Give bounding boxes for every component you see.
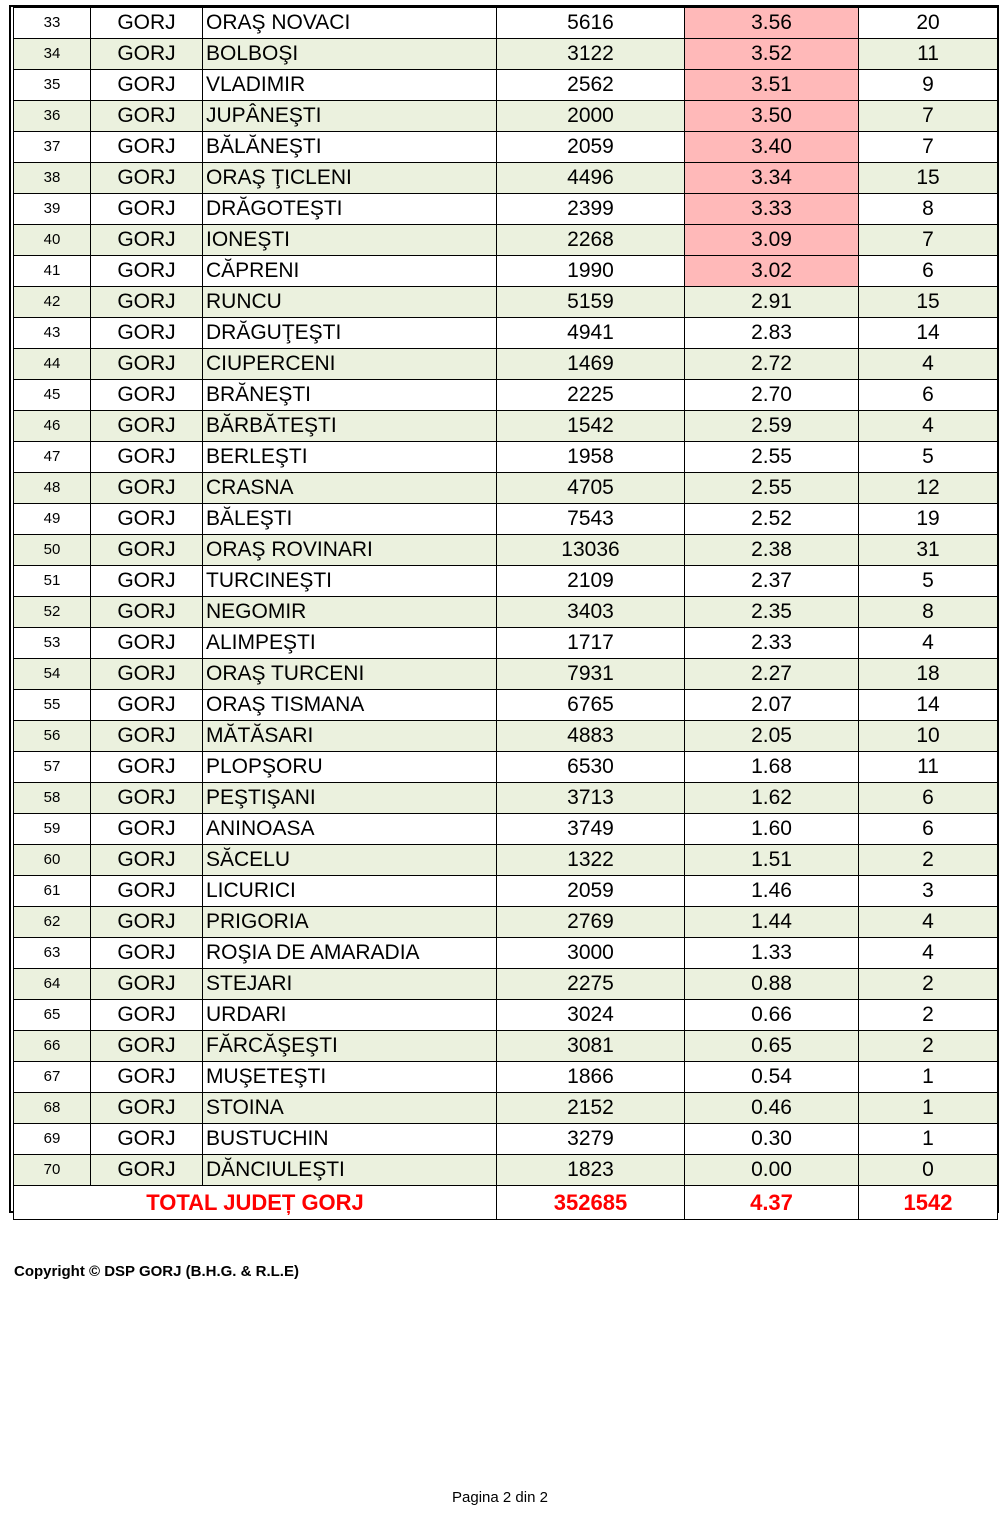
county-cell: GORJ bbox=[91, 1124, 203, 1155]
table-row bbox=[14, 349, 998, 380]
rate-cell: 0.30 bbox=[685, 1124, 859, 1155]
cases-cell: 0 bbox=[859, 1155, 998, 1186]
cases-cell: 7 bbox=[859, 101, 998, 132]
row-number: 41 bbox=[14, 256, 91, 287]
table-row bbox=[14, 659, 998, 690]
row-number: 37 bbox=[14, 132, 91, 163]
row-number: 62 bbox=[14, 907, 91, 938]
population-cell: 2268 bbox=[497, 225, 685, 256]
table-row bbox=[14, 411, 998, 442]
table-row bbox=[14, 194, 998, 225]
locality-cell: BĂLEŞTI bbox=[203, 504, 497, 535]
table-row bbox=[14, 442, 998, 473]
row-number: 64 bbox=[14, 969, 91, 1000]
population-cell: 4496 bbox=[497, 163, 685, 194]
rate-cell: 3.51 bbox=[685, 70, 859, 101]
rate-cell: 2.55 bbox=[685, 442, 859, 473]
table-row bbox=[14, 473, 998, 504]
rate-cell: 1.46 bbox=[685, 876, 859, 907]
population-cell: 3000 bbox=[497, 938, 685, 969]
cases-cell: 4 bbox=[859, 938, 998, 969]
row-number: 56 bbox=[14, 721, 91, 752]
cases-cell: 15 bbox=[859, 287, 998, 318]
county-cell: GORJ bbox=[91, 907, 203, 938]
locality-cell: CIUPERCENI bbox=[203, 349, 497, 380]
rate-cell: 3.52 bbox=[685, 39, 859, 70]
table-row bbox=[14, 752, 998, 783]
population-cell: 1717 bbox=[497, 628, 685, 659]
population-cell: 2399 bbox=[497, 194, 685, 225]
table-row bbox=[14, 907, 998, 938]
population-cell: 1866 bbox=[497, 1062, 685, 1093]
rate-cell: 0.66 bbox=[685, 1000, 859, 1031]
table-row bbox=[14, 845, 998, 876]
table-body bbox=[14, 8, 998, 1220]
rate-cell: 2.72 bbox=[685, 349, 859, 380]
locality-cell: FĂRCĂŞEŞTI bbox=[203, 1031, 497, 1062]
cases-cell: 3 bbox=[859, 876, 998, 907]
cases-cell: 11 bbox=[859, 39, 998, 70]
county-cell: GORJ bbox=[91, 349, 203, 380]
row-number: 39 bbox=[14, 194, 91, 225]
rate-cell: 3.09 bbox=[685, 225, 859, 256]
cases-cell: 1 bbox=[859, 1124, 998, 1155]
population-cell: 3749 bbox=[497, 814, 685, 845]
population-cell: 7543 bbox=[497, 504, 685, 535]
row-number: 67 bbox=[14, 1062, 91, 1093]
county-cell: GORJ bbox=[91, 1062, 203, 1093]
table-row bbox=[14, 1031, 998, 1062]
table-row bbox=[14, 876, 998, 907]
population-cell: 4941 bbox=[497, 318, 685, 349]
rate-cell: 1.44 bbox=[685, 907, 859, 938]
population-cell: 7931 bbox=[497, 659, 685, 690]
rate-cell: 2.52 bbox=[685, 504, 859, 535]
rate-cell: 1.68 bbox=[685, 752, 859, 783]
table-row bbox=[14, 8, 998, 39]
locality-cell: ORAŞ TURCENI bbox=[203, 659, 497, 690]
total-label: TOTAL JUDEȚ GORJ bbox=[14, 1186, 497, 1220]
population-cell: 2000 bbox=[497, 101, 685, 132]
county-cell: GORJ bbox=[91, 380, 203, 411]
rate-cell: 0.54 bbox=[685, 1062, 859, 1093]
locality-cell: NEGOMIR bbox=[203, 597, 497, 628]
row-number: 36 bbox=[14, 101, 91, 132]
population-cell: 2562 bbox=[497, 70, 685, 101]
locality-cell: RUNCU bbox=[203, 287, 497, 318]
population-cell: 5159 bbox=[497, 287, 685, 318]
locality-cell: PEŞTIŞANI bbox=[203, 783, 497, 814]
locality-cell: JUPÂNEŞTI bbox=[203, 101, 497, 132]
county-cell: GORJ bbox=[91, 318, 203, 349]
rate-cell: 3.50 bbox=[685, 101, 859, 132]
row-number: 47 bbox=[14, 442, 91, 473]
cases-cell: 4 bbox=[859, 907, 998, 938]
rate-cell: 3.02 bbox=[685, 256, 859, 287]
rate-cell: 2.59 bbox=[685, 411, 859, 442]
rate-cell: 2.37 bbox=[685, 566, 859, 597]
locality-cell: ORAŞ ROVINARI bbox=[203, 535, 497, 566]
table-row bbox=[14, 535, 998, 566]
locality-cell: BĂRBĂTEŞTI bbox=[203, 411, 497, 442]
locality-cell: VLADIMIR bbox=[203, 70, 497, 101]
cases-cell: 10 bbox=[859, 721, 998, 752]
population-cell: 4883 bbox=[497, 721, 685, 752]
county-cell: GORJ bbox=[91, 39, 203, 70]
rate-cell: 1.62 bbox=[685, 783, 859, 814]
county-cell: GORJ bbox=[91, 504, 203, 535]
total-row bbox=[14, 1186, 998, 1220]
row-number: 61 bbox=[14, 876, 91, 907]
county-cell: GORJ bbox=[91, 225, 203, 256]
cases-cell: 20 bbox=[859, 8, 998, 39]
rate-cell: 2.33 bbox=[685, 628, 859, 659]
table-row bbox=[14, 1000, 998, 1031]
rate-cell: 2.91 bbox=[685, 287, 859, 318]
rate-cell: 3.34 bbox=[685, 163, 859, 194]
county-cell: GORJ bbox=[91, 473, 203, 504]
county-cell: GORJ bbox=[91, 969, 203, 1000]
population-cell: 1322 bbox=[497, 845, 685, 876]
county-cell: GORJ bbox=[91, 132, 203, 163]
population-cell: 2769 bbox=[497, 907, 685, 938]
cases-cell: 6 bbox=[859, 256, 998, 287]
cases-cell: 6 bbox=[859, 380, 998, 411]
row-number: 55 bbox=[14, 690, 91, 721]
locality-cell: TURCINEŞTI bbox=[203, 566, 497, 597]
table-row bbox=[14, 318, 998, 349]
row-number: 48 bbox=[14, 473, 91, 504]
population-cell: 1990 bbox=[497, 256, 685, 287]
rate-cell: 3.33 bbox=[685, 194, 859, 225]
population-cell: 3403 bbox=[497, 597, 685, 628]
table-row bbox=[14, 132, 998, 163]
table-row bbox=[14, 690, 998, 721]
cases-cell: 2 bbox=[859, 845, 998, 876]
county-cell: GORJ bbox=[91, 783, 203, 814]
row-number: 70 bbox=[14, 1155, 91, 1186]
cases-cell: 2 bbox=[859, 1031, 998, 1062]
total-rate: 4.37 bbox=[685, 1186, 859, 1220]
cases-cell: 18 bbox=[859, 659, 998, 690]
county-cell: GORJ bbox=[91, 659, 203, 690]
locality-cell: URDARI bbox=[203, 1000, 497, 1031]
population-cell: 2225 bbox=[497, 380, 685, 411]
table-row bbox=[14, 969, 998, 1000]
rate-cell: 2.70 bbox=[685, 380, 859, 411]
population-cell: 6530 bbox=[497, 752, 685, 783]
rate-cell: 1.33 bbox=[685, 938, 859, 969]
row-number: 57 bbox=[14, 752, 91, 783]
row-number: 52 bbox=[14, 597, 91, 628]
rate-cell: 2.27 bbox=[685, 659, 859, 690]
row-number: 45 bbox=[14, 380, 91, 411]
cases-cell: 8 bbox=[859, 597, 998, 628]
county-cell: GORJ bbox=[91, 721, 203, 752]
rate-cell: 2.55 bbox=[685, 473, 859, 504]
county-cell: GORJ bbox=[91, 1000, 203, 1031]
locality-cell: CRASNA bbox=[203, 473, 497, 504]
locality-cell: PRIGORIA bbox=[203, 907, 497, 938]
row-number: 44 bbox=[14, 349, 91, 380]
table-row bbox=[14, 1093, 998, 1124]
county-cell: GORJ bbox=[91, 70, 203, 101]
cases-cell: 4 bbox=[859, 411, 998, 442]
row-number: 34 bbox=[14, 39, 91, 70]
cases-cell: 15 bbox=[859, 163, 998, 194]
table-row bbox=[14, 1124, 998, 1155]
table-row bbox=[14, 287, 998, 318]
locality-cell: BUSTUCHIN bbox=[203, 1124, 497, 1155]
county-cell: GORJ bbox=[91, 845, 203, 876]
table-row bbox=[14, 628, 998, 659]
county-cell: GORJ bbox=[91, 101, 203, 132]
locality-cell: ROŞIA DE AMARADIA bbox=[203, 938, 497, 969]
cases-cell: 19 bbox=[859, 504, 998, 535]
row-number: 68 bbox=[14, 1093, 91, 1124]
population-cell: 1823 bbox=[497, 1155, 685, 1186]
county-cell: GORJ bbox=[91, 535, 203, 566]
locality-cell: MUŞETEŞTI bbox=[203, 1062, 497, 1093]
locality-cell: ORAŞ TISMANA bbox=[203, 690, 497, 721]
cases-cell: 1 bbox=[859, 1093, 998, 1124]
population-cell: 3081 bbox=[497, 1031, 685, 1062]
locality-cell: IONEŞTI bbox=[203, 225, 497, 256]
table-row bbox=[14, 938, 998, 969]
county-cell: GORJ bbox=[91, 287, 203, 318]
county-cell: GORJ bbox=[91, 628, 203, 659]
county-cell: GORJ bbox=[91, 1155, 203, 1186]
cases-cell: 11 bbox=[859, 752, 998, 783]
locality-cell: CĂPRENI bbox=[203, 256, 497, 287]
cases-cell: 7 bbox=[859, 132, 998, 163]
table-row bbox=[14, 163, 998, 194]
table-row bbox=[14, 566, 998, 597]
cases-cell: 14 bbox=[859, 690, 998, 721]
row-number: 63 bbox=[14, 938, 91, 969]
row-number: 60 bbox=[14, 845, 91, 876]
population-cell: 1958 bbox=[497, 442, 685, 473]
copyright-notice: Copyright © DSP GORJ (B.H.G. & R.L.E) bbox=[14, 1263, 299, 1280]
locality-cell: DĂNCIULEŞTI bbox=[203, 1155, 497, 1186]
population-cell: 1469 bbox=[497, 349, 685, 380]
county-cell: GORJ bbox=[91, 8, 203, 39]
table-row bbox=[14, 101, 998, 132]
cases-cell: 2 bbox=[859, 969, 998, 1000]
table-row bbox=[14, 256, 998, 287]
table-row bbox=[14, 783, 998, 814]
population-cell: 3713 bbox=[497, 783, 685, 814]
table-row bbox=[14, 721, 998, 752]
row-number: 42 bbox=[14, 287, 91, 318]
population-cell: 2059 bbox=[497, 876, 685, 907]
locality-cell: SĂCELU bbox=[203, 845, 497, 876]
row-number: 40 bbox=[14, 225, 91, 256]
table-row bbox=[14, 380, 998, 411]
population-cell: 2275 bbox=[497, 969, 685, 1000]
locality-cell: STOINA bbox=[203, 1093, 497, 1124]
row-number: 51 bbox=[14, 566, 91, 597]
locality-cell: ORAŞ ŢICLENI bbox=[203, 163, 497, 194]
row-number: 38 bbox=[14, 163, 91, 194]
table-row bbox=[14, 1062, 998, 1093]
locality-cell: BERLEŞTI bbox=[203, 442, 497, 473]
county-cell: GORJ bbox=[91, 163, 203, 194]
row-number: 53 bbox=[14, 628, 91, 659]
county-cell: GORJ bbox=[91, 1031, 203, 1062]
cases-cell: 5 bbox=[859, 566, 998, 597]
population-cell: 4705 bbox=[497, 473, 685, 504]
locality-cell: ORAŞ NOVACI bbox=[203, 8, 497, 39]
cases-cell: 12 bbox=[859, 473, 998, 504]
locality-cell: ALIMPEŞTI bbox=[203, 628, 497, 659]
locality-cell: DRĂGOTEŞTI bbox=[203, 194, 497, 225]
row-number: 43 bbox=[14, 318, 91, 349]
county-cell: GORJ bbox=[91, 194, 203, 225]
county-cell: GORJ bbox=[91, 814, 203, 845]
row-number: 65 bbox=[14, 1000, 91, 1031]
population-cell: 13036 bbox=[497, 535, 685, 566]
table-row bbox=[14, 39, 998, 70]
county-cell: GORJ bbox=[91, 597, 203, 628]
population-cell: 5616 bbox=[497, 8, 685, 39]
locality-cell: BOLBOŞI bbox=[203, 39, 497, 70]
county-cell: GORJ bbox=[91, 411, 203, 442]
row-number: 59 bbox=[14, 814, 91, 845]
table-row bbox=[14, 225, 998, 256]
table-row bbox=[14, 814, 998, 845]
locality-cell: STEJARI bbox=[203, 969, 497, 1000]
cases-cell: 31 bbox=[859, 535, 998, 566]
rate-cell: 0.65 bbox=[685, 1031, 859, 1062]
cases-cell: 1 bbox=[859, 1062, 998, 1093]
population-cell: 1542 bbox=[497, 411, 685, 442]
row-number: 50 bbox=[14, 535, 91, 566]
table-row bbox=[14, 597, 998, 628]
page-number: Pagina 2 din 2 bbox=[452, 1489, 548, 1506]
rate-cell: 1.60 bbox=[685, 814, 859, 845]
population-cell: 3024 bbox=[497, 1000, 685, 1031]
locality-cell: MĂTĂSARI bbox=[203, 721, 497, 752]
rate-cell: 0.00 bbox=[685, 1155, 859, 1186]
locality-cell: BRĂNEŞTI bbox=[203, 380, 497, 411]
locality-cell: ANINOASA bbox=[203, 814, 497, 845]
cases-cell: 6 bbox=[859, 783, 998, 814]
cases-cell: 9 bbox=[859, 70, 998, 101]
row-number: 54 bbox=[14, 659, 91, 690]
cases-cell: 5 bbox=[859, 442, 998, 473]
county-cell: GORJ bbox=[91, 752, 203, 783]
rate-cell: 0.46 bbox=[685, 1093, 859, 1124]
rate-cell: 2.05 bbox=[685, 721, 859, 752]
population-cell: 2059 bbox=[497, 132, 685, 163]
incidence-table-frame bbox=[9, 5, 999, 1213]
row-number: 49 bbox=[14, 504, 91, 535]
population-cell: 3122 bbox=[497, 39, 685, 70]
row-number: 46 bbox=[14, 411, 91, 442]
county-cell: GORJ bbox=[91, 690, 203, 721]
population-cell: 6765 bbox=[497, 690, 685, 721]
county-cell: GORJ bbox=[91, 566, 203, 597]
locality-cell: BĂLĂNEŞTI bbox=[203, 132, 497, 163]
cases-cell: 8 bbox=[859, 194, 998, 225]
rate-cell: 2.07 bbox=[685, 690, 859, 721]
cases-cell: 4 bbox=[859, 628, 998, 659]
total-population: 352685 bbox=[497, 1186, 685, 1220]
cases-cell: 6 bbox=[859, 814, 998, 845]
rate-cell: 3.56 bbox=[685, 8, 859, 39]
cases-cell: 4 bbox=[859, 349, 998, 380]
population-cell: 3279 bbox=[497, 1124, 685, 1155]
row-number: 69 bbox=[14, 1124, 91, 1155]
county-cell: GORJ bbox=[91, 1093, 203, 1124]
row-number: 35 bbox=[14, 70, 91, 101]
rate-cell: 2.83 bbox=[685, 318, 859, 349]
rate-cell: 3.40 bbox=[685, 132, 859, 163]
incidence-table bbox=[13, 7, 998, 1220]
locality-cell: DRĂGUŢEŞTI bbox=[203, 318, 497, 349]
row-number: 33 bbox=[14, 8, 91, 39]
rate-cell: 2.38 bbox=[685, 535, 859, 566]
cases-cell: 7 bbox=[859, 225, 998, 256]
rate-cell: 1.51 bbox=[685, 845, 859, 876]
rate-cell: 2.35 bbox=[685, 597, 859, 628]
county-cell: GORJ bbox=[91, 876, 203, 907]
table-row bbox=[14, 1155, 998, 1186]
rate-cell: 0.88 bbox=[685, 969, 859, 1000]
county-cell: GORJ bbox=[91, 442, 203, 473]
row-number: 58 bbox=[14, 783, 91, 814]
population-cell: 2109 bbox=[497, 566, 685, 597]
county-cell: GORJ bbox=[91, 938, 203, 969]
locality-cell: LICURICI bbox=[203, 876, 497, 907]
population-cell: 2152 bbox=[497, 1093, 685, 1124]
locality-cell: PLOPŞORU bbox=[203, 752, 497, 783]
cases-cell: 2 bbox=[859, 1000, 998, 1031]
county-cell: GORJ bbox=[91, 256, 203, 287]
cases-cell: 14 bbox=[859, 318, 998, 349]
table-row bbox=[14, 504, 998, 535]
row-number: 66 bbox=[14, 1031, 91, 1062]
total-cases: 1542 bbox=[859, 1186, 998, 1220]
table-row bbox=[14, 70, 998, 101]
